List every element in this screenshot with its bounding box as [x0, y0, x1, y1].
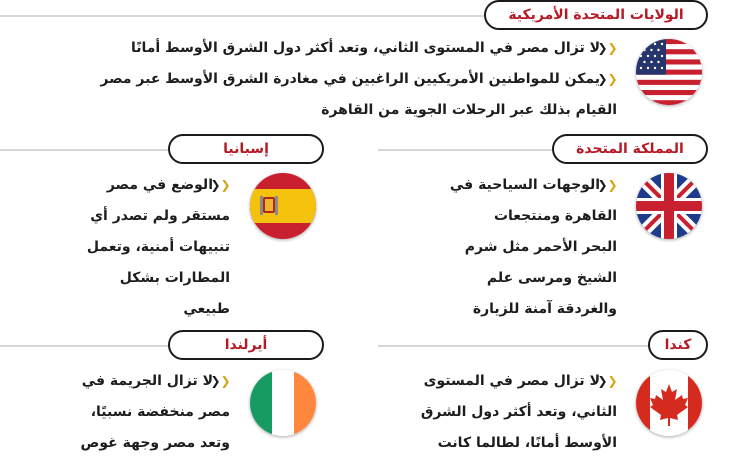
canada-header-line [378, 345, 648, 347]
bullet-text: لا تزال الجريمة في [81, 373, 213, 389]
bullet-text: الوضع في مصر [106, 177, 213, 193]
list-item [17, 64, 617, 95]
usa-bullets [17, 33, 617, 126]
flag-spain-icon [250, 173, 316, 239]
bullet-text-continued: الشيخ ومرسى علم [486, 270, 617, 286]
list-item [10, 366, 230, 397]
flag-canada-icon [636, 370, 702, 436]
bullet-text: لا تزال مصر في المستوى [423, 373, 600, 389]
bullet-text-continued: المطارات بشكل [119, 270, 230, 286]
canada-bullets [337, 366, 617, 459]
uk-section-title: المملكة المتحدة [552, 134, 708, 164]
bullet-text-continued: طبيعي [183, 301, 230, 317]
double-chevron-icon: ❮ ❮ [597, 374, 618, 388]
uk-header-line [378, 149, 552, 151]
bullet-text-continued: البحر الأحمر مثل شرم [464, 239, 617, 255]
canada-section-title: كندا [648, 330, 708, 360]
bullet-text-continued: وتعد مصر وجهة غوص [80, 435, 230, 451]
list-item [10, 170, 230, 201]
ireland-section-title: أيرلندا [168, 330, 324, 360]
bullet-text: الوجهات السياحية في [449, 177, 600, 193]
bullet-text-continued: مستقر ولم تصدر أي [90, 208, 230, 224]
uk-bullets [357, 170, 617, 325]
flag-usa-icon [636, 39, 702, 105]
double-chevron-icon: ❮ ❮ [210, 178, 231, 192]
double-chevron-icon: ❮ ❮ [210, 374, 231, 388]
bullet-text-continued: القيام بذلك عبر الرحلات الجوية من القاهرة [321, 102, 617, 118]
bullet-text-continued: الثاني، وتعد أكثر دول الشرق [420, 404, 617, 420]
bullet-text: لا تزال مصر في المستوى الثاني، وتعد أكثر دول الشرق الأوسط أمانًا [130, 40, 600, 56]
usa-section-title: الولايات المتحدة الأمريكية [484, 0, 708, 30]
double-chevron-icon: ❮ ❮ [597, 72, 618, 86]
bullet-text-continued: تنبيهات أمنية، وتعمل [86, 239, 230, 255]
double-chevron-icon: ❮ ❮ [597, 178, 618, 192]
ireland-header-line [0, 345, 168, 347]
bullet-text-continued: مصر منخفضة نسبيًا، [90, 404, 230, 420]
double-chevron-icon: ❮ ❮ [597, 41, 618, 55]
bullet-text-continued: والغردقة آمنة للزيارة [472, 301, 617, 317]
flag-ireland-icon [250, 370, 316, 436]
spain-bullets [10, 170, 230, 325]
list-item [17, 33, 617, 64]
usa-header-line [0, 15, 484, 17]
bullet-text: يمكن للمواطنين الأمريكيين الراغبين في مغادرة الشرق الأوسط عبر مصر [100, 71, 600, 87]
list-item [357, 170, 617, 201]
flag-uk-icon [636, 173, 702, 239]
list-item [337, 366, 617, 397]
bullet-text-continued: الأوسط أمانًا، لطالما كانت [437, 435, 617, 451]
spain-header-line [0, 149, 168, 151]
spain-section-title: إسبانيا [168, 134, 324, 164]
ireland-bullets [10, 366, 230, 459]
bullet-text-continued: القاهرة ومنتجعات [493, 208, 617, 224]
